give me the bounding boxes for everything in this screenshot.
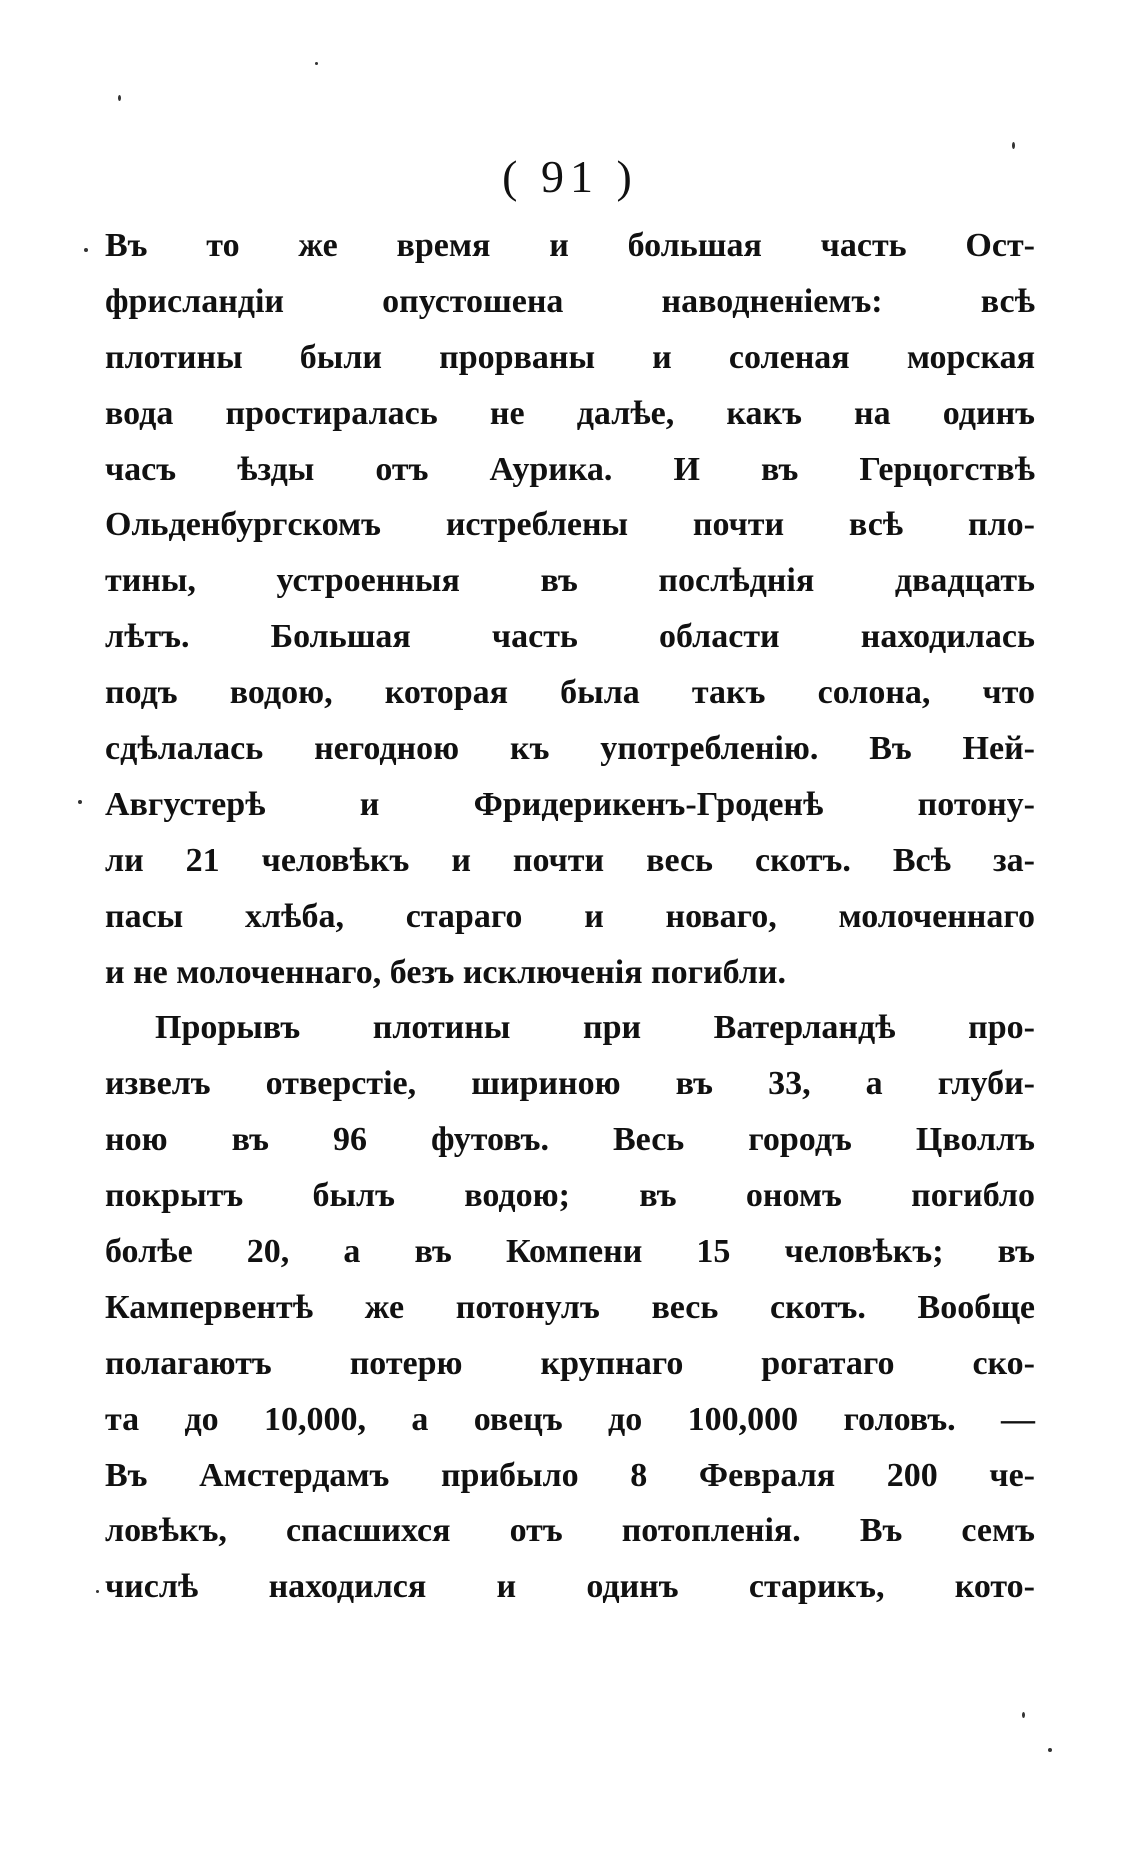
text-line: болѣе 20, а въ Компени 15 человѣкъ; въ: [105, 1233, 1035, 1271]
text-line: сдѣлалась негодною къ употребленію. Въ Ней-: [105, 730, 1035, 768]
text-line: полагаютъ потерю крупнаго рогатаго ско-: [105, 1344, 1035, 1382]
text-line: пасы хлѣба, стараго и новаго, молоченнаго: [105, 897, 1035, 935]
text-line: ловѣкъ, спасшихся отъ потопленія. Въ семъ: [105, 1512, 1035, 1550]
text-line: вода простиралась не далѣе, какъ на одинъ: [105, 394, 1035, 432]
scan-speck: [315, 62, 318, 65]
scan-speck: [1022, 1712, 1025, 1718]
scan-speck: [118, 95, 121, 101]
scan-speck: [1012, 142, 1015, 149]
scan-speck: [96, 1590, 99, 1593]
text-line: извелъ отверстіе, шириною въ 33, а глуби-: [105, 1065, 1035, 1103]
text-line: та до 10,000, а овецъ до 100,000 головъ. —: [105, 1400, 1035, 1438]
scan-speck: [84, 248, 88, 252]
scan-speck: [78, 800, 82, 804]
text-line: Ольденбургскомъ истреблены почти всѣ пло-: [105, 506, 1035, 544]
text-line: Кампервентѣ же потонулъ весь скотъ. Вообще: [105, 1288, 1035, 1326]
text-line: ли 21 человѣкъ и почти весь скотъ. Всѣ за-: [105, 841, 1035, 879]
text-line: часъ ѣзды отъ Аурика. И въ Герцогствѣ: [105, 450, 1035, 488]
page-number: ( 91 ): [502, 151, 638, 202]
text-line: ною въ 96 футовъ. Весь городъ Цволлъ: [105, 1121, 1035, 1159]
paragraph-2: [105, 1000, 1035, 1615]
text-line: покрытъ былъ водою; въ ономъ погибло: [105, 1177, 1035, 1215]
text-line: и не молоченнаго, безъ исключенія погибли.: [105, 953, 786, 991]
text-line: лѣтъ. Большая часть области находилась: [105, 618, 1035, 656]
page-text: [105, 218, 1035, 1615]
text-line: числѣ находился и одинъ старикъ, кото-: [105, 1568, 1035, 1606]
text-line: Прорывъ плотины при Ватерландѣ про-: [155, 1009, 1035, 1047]
text-line: Въ то же время и большая часть Ост-: [105, 227, 1035, 264]
paragraph-1: [105, 218, 1035, 1000]
text-line: тины, устроенныя въ послѣднія двадцать: [105, 562, 1035, 600]
text-line: фрисландіи опустошена наводненіемъ: всѣ: [105, 282, 1035, 320]
text-line: плотины были прорваны и соленая морская: [105, 338, 1035, 376]
text-line: подъ водою, которая была такъ солона, что: [105, 674, 1035, 712]
scan-speck: [1048, 1748, 1052, 1752]
text-line: Въ Амстердамъ прибыло 8 Февраля 200 че-: [105, 1456, 1035, 1494]
text-line: Августерѣ и Фридерикенъ-Гроденѣ потону-: [105, 785, 1035, 823]
